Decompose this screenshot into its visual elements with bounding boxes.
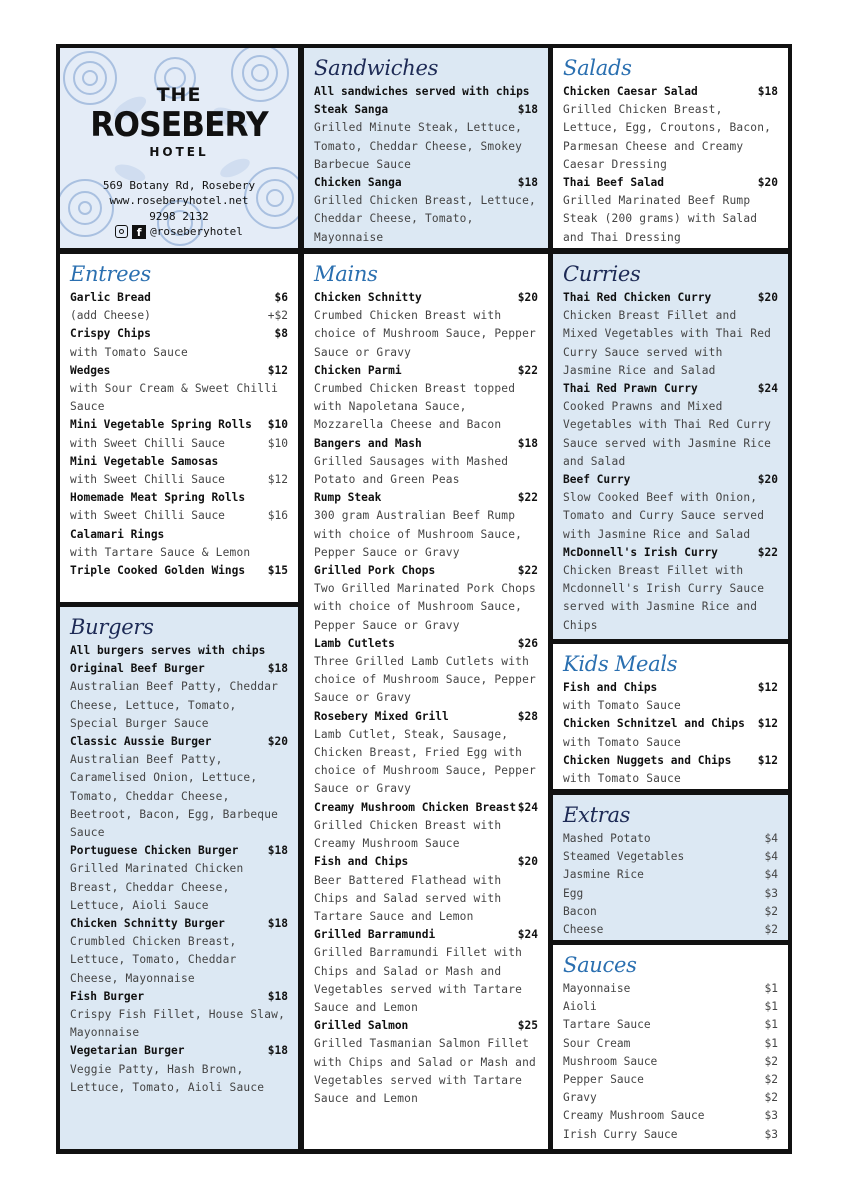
item-name: Beef Curry xyxy=(563,473,631,487)
sauces-item[interactable] xyxy=(563,1053,778,1071)
burgers-section xyxy=(60,607,298,1149)
item-name: Garlic Bread xyxy=(70,291,151,304)
mains-item[interactable] xyxy=(314,708,538,799)
item-price: $4 xyxy=(764,868,778,882)
item-price: $4 xyxy=(764,832,778,845)
item-description: Slow Cooked Beef with Onion, Tomato and Curry Sauce served with Jasmine Rice and Salad xyxy=(563,491,765,541)
item-price: $10 xyxy=(267,436,288,450)
item-price: $1 xyxy=(764,982,778,995)
sauces-item[interactable] xyxy=(563,1035,778,1053)
item-description: Chicken Breast Fillet with Mcdonnell's Irish Curry Sauce served with Jasmine Rice and Chips xyxy=(563,564,765,632)
item-row xyxy=(563,174,778,192)
kids-item[interactable] xyxy=(563,715,778,751)
item-description: Australian Beef Patty, Caramelised Onion, Lettuce, Tomato, Cheddar Cheese, Beetroot, Bacon, Egg, Barbeque Sauce xyxy=(70,753,279,840)
item-row xyxy=(314,289,538,307)
mains-item[interactable] xyxy=(314,489,538,562)
item-name: Calamari Rings xyxy=(70,527,165,541)
item-name: Sour Cream xyxy=(563,1036,631,1050)
item-row xyxy=(314,562,538,580)
item-price: $22 xyxy=(517,363,538,377)
sandwiches-item[interactable] xyxy=(314,174,538,247)
phone: 9298 2132 xyxy=(149,210,209,223)
item-row xyxy=(563,1016,778,1034)
entrees-item[interactable] xyxy=(70,453,288,471)
item-price: $2 xyxy=(764,1073,778,1087)
item-price: $24 xyxy=(517,800,538,814)
item-row xyxy=(563,1053,778,1071)
brand-name: ROSEBERY xyxy=(90,105,268,145)
sauces-section xyxy=(553,945,788,1149)
mains-item[interactable] xyxy=(314,635,538,708)
curries-section xyxy=(553,254,788,639)
entrees-item[interactable] xyxy=(70,435,288,453)
item-price: $18 xyxy=(517,103,538,117)
item-name: Grilled Salmon xyxy=(314,1019,409,1033)
item-price: $18 xyxy=(267,844,288,858)
item-description: with Tomato Sauce xyxy=(563,735,681,749)
item-name: Chicken Schnitty Burger xyxy=(70,917,225,931)
item-row xyxy=(70,307,288,325)
item-name: Homemade Meat Spring Rolls xyxy=(70,491,246,505)
item-name: Bangers and Mash xyxy=(314,436,422,450)
entrees-item[interactable] xyxy=(70,489,288,507)
item-row xyxy=(563,289,778,307)
item-price: $10 xyxy=(267,418,288,432)
item-price: $12 xyxy=(267,363,288,377)
item-row xyxy=(70,325,288,343)
item-price: $18 xyxy=(517,176,538,190)
item-description: Cooked Prawns and Mixed Vegetables with Thai Red Curry Sauce served with Jasmine Rice and Salad xyxy=(563,400,772,468)
curries-item[interactable] xyxy=(563,289,778,380)
item-row xyxy=(70,733,288,751)
sandwiches-item[interactable] xyxy=(314,101,538,174)
item-row xyxy=(563,1107,778,1125)
item-name: Creamy Mushroom Sauce xyxy=(563,1109,705,1123)
item-description: Grilled Sausages with Mashed Potato and Green Peas xyxy=(314,454,509,487)
item-description: 300 gram Australian Beef Rump with choice of Mushroom Sauce, Pepper Sauce or Gravy xyxy=(314,509,523,559)
sauces-item[interactable] xyxy=(563,1107,778,1125)
item-row xyxy=(314,489,538,507)
extras-item[interactable] xyxy=(563,830,778,848)
entrees-item[interactable] xyxy=(70,362,288,417)
item-name: Chicken Schnitty xyxy=(314,291,422,304)
item-price: $3 xyxy=(764,1109,778,1123)
item-description: Crumbled Chicken Breast, Lettuce, Tomato, Cheddar Cheese, Mayonnaise xyxy=(70,935,237,985)
item-row xyxy=(314,435,538,453)
item-name: Fish and Chips xyxy=(563,681,658,694)
item-description: Grilled Marinated Chicken Breast, Cheddar Cheese, Lettuce, Aioli Sauce xyxy=(70,862,244,912)
item-name: Vegetarian Burger xyxy=(70,1044,185,1058)
item-row xyxy=(314,101,538,119)
item-row xyxy=(563,866,778,884)
item-name: Gravy xyxy=(563,1091,597,1105)
item-name: McDonnell's Irish Curry xyxy=(563,545,718,559)
item-name: Fish Burger xyxy=(70,989,145,1003)
sandwiches-title: Sandwiches xyxy=(314,56,439,80)
extras-section xyxy=(553,795,788,940)
item-row xyxy=(70,988,288,1006)
item-price: $18 xyxy=(757,85,778,98)
item-row xyxy=(563,830,778,848)
kids-title: Kids Meals xyxy=(563,652,678,676)
item-name: with Sweet Chilli Sauce xyxy=(70,473,225,487)
item-description: Crumbed Chicken Breast with choice of Mushroom Sauce, Pepper Sauce or Gravy xyxy=(314,309,536,359)
extras-item[interactable] xyxy=(563,866,778,884)
item-name: Chicken Caesar Salad xyxy=(563,85,698,98)
item-description: Grilled Minute Steak, Lettuce, Tomato, Cheddar Cheese, Smokey Barbecue Sauce xyxy=(314,121,523,171)
entrees-item[interactable] xyxy=(70,471,288,489)
item-row xyxy=(563,903,778,921)
item-name: Triple Cooked Golden Wings xyxy=(70,564,246,578)
item-row xyxy=(70,471,288,489)
entrees-section xyxy=(60,254,298,602)
item-row xyxy=(563,471,778,489)
item-name: Steamed Vegetables xyxy=(563,850,685,864)
item-price: $18 xyxy=(267,917,288,931)
extras-title: Extras xyxy=(563,803,631,827)
item-price: $20 xyxy=(757,176,778,190)
item-row xyxy=(563,715,778,733)
brand-the: THE xyxy=(156,84,202,106)
item-row xyxy=(70,362,288,380)
hotel-branding xyxy=(60,48,298,248)
item-price: $2 xyxy=(764,1091,778,1105)
kids-item[interactable] xyxy=(563,752,778,788)
item-price: $22 xyxy=(517,491,538,505)
item-name: Wedges xyxy=(70,363,111,377)
salads-section xyxy=(553,48,788,248)
item-name: Fish and Chips xyxy=(314,855,409,869)
item-price: $4 xyxy=(764,850,778,864)
item-row xyxy=(314,635,538,653)
item-price: $22 xyxy=(757,545,778,559)
item-price: $25 xyxy=(517,1019,538,1033)
item-price: $28 xyxy=(517,709,538,723)
item-name: Mini Vegetable Spring Rolls xyxy=(70,418,252,432)
sandwiches-note: All sandwiches served with chips xyxy=(314,85,530,98)
item-row xyxy=(70,453,288,471)
item-row xyxy=(563,83,778,101)
item-name: Mashed Potato xyxy=(563,832,651,845)
burgers-item[interactable] xyxy=(70,988,288,1043)
item-name: Creamy Mushroom Chicken Breast xyxy=(314,800,517,814)
website-link[interactable]: www.roseberyhotel.net xyxy=(109,194,249,207)
entrees-item[interactable] xyxy=(70,507,288,525)
item-price: $18 xyxy=(517,436,538,450)
mains-item[interactable] xyxy=(314,853,538,926)
item-row xyxy=(314,926,538,944)
item-row xyxy=(563,380,778,398)
item-row xyxy=(314,1017,538,1035)
item-description: Lamb Cutlet, Steak, Sausage, Chicken Breast, Fried Egg with choice of Mushroom Sauce, Pepper Sauce or Gravy xyxy=(314,727,536,796)
item-description: Chicken Breast Fillet and Mixed Vegetables with Thai Red Curry Sauce served with Jasmine Rice and Salad xyxy=(563,309,772,377)
item-row xyxy=(563,544,778,562)
item-description: Two Grilled Marinated Pork Chops with choice of Mushroom Sauce, Pepper Sauce or Gravy xyxy=(314,582,536,632)
salads-title: Salads xyxy=(563,56,632,80)
item-price: $2 xyxy=(764,904,778,918)
item-name: Original Beef Burger xyxy=(70,662,205,676)
sauces-item[interactable] xyxy=(563,1126,778,1144)
item-name: Crispy Chips xyxy=(70,327,151,341)
mains-title: Mains xyxy=(314,262,378,286)
curries-item[interactable] xyxy=(563,471,778,544)
item-name: Grilled Pork Chops xyxy=(314,564,436,578)
item-description: Grilled Chicken Breast with Creamy Mushroom Sauce xyxy=(314,818,502,851)
item-row xyxy=(70,526,288,544)
item-row xyxy=(563,980,778,998)
item-description: Beer Battered Flathead with Chips and Salad served with Tartare Sauce and Lemon xyxy=(314,873,502,923)
item-price: $24 xyxy=(517,928,538,942)
item-name: Tartare Sauce xyxy=(563,1018,651,1032)
curries-title: Curries xyxy=(563,262,641,286)
item-row xyxy=(563,998,778,1016)
item-description: with Tomato Sauce xyxy=(70,345,188,359)
item-description: Crumbed Chicken Breast topped with Napoletana Sauce, Mozzarella Cheese and Bacon xyxy=(314,382,516,432)
salads-item[interactable] xyxy=(563,83,778,174)
item-price: $26 xyxy=(517,636,538,650)
item-price: $1 xyxy=(764,1036,778,1050)
item-name: Mayonnaise xyxy=(563,982,631,995)
item-row xyxy=(314,174,538,192)
item-price: $1 xyxy=(764,1018,778,1032)
mains-item[interactable] xyxy=(314,289,538,362)
item-price: $12 xyxy=(757,717,778,731)
item-price: $20 xyxy=(757,291,778,304)
item-row xyxy=(563,1089,778,1107)
brand-sub: HOTEL xyxy=(149,145,209,159)
item-price: $20 xyxy=(517,855,538,869)
entrees-item[interactable] xyxy=(70,325,288,361)
item-description: with Sour Cream & Sweet Chilli Sauce xyxy=(70,382,279,414)
salads-item[interactable] xyxy=(563,174,778,247)
item-row xyxy=(70,416,288,434)
item-name: Chicken Parmi xyxy=(314,363,402,377)
item-row xyxy=(314,708,538,726)
item-row xyxy=(70,842,288,860)
address: 569 Botany Rd, Rosebery xyxy=(102,179,256,192)
mains-item[interactable] xyxy=(314,562,538,635)
item-row xyxy=(563,679,778,697)
item-name: Steak Sanga xyxy=(314,103,389,117)
item-name: Rosebery Mixed Grill xyxy=(314,709,449,723)
item-row xyxy=(563,848,778,866)
instagram-icon[interactable] xyxy=(115,225,128,238)
sauces-item[interactable] xyxy=(563,1089,778,1107)
burgers-title: Burgers xyxy=(70,615,154,639)
extras-item[interactable] xyxy=(563,848,778,866)
item-name: Lamb Cutlets xyxy=(314,636,395,650)
item-name: Thai Red Prawn Curry xyxy=(563,382,698,396)
item-price: $20 xyxy=(757,473,778,487)
item-description: Crispy Fish Fillet, House Slaw, Mayonnaise xyxy=(70,1008,285,1040)
extras-item[interactable] xyxy=(563,903,778,921)
item-description: with Tartare Sauce & Lemon xyxy=(70,545,251,559)
item-price: $24 xyxy=(757,382,778,396)
entrees-item[interactable] xyxy=(70,562,288,580)
item-description: Grilled Barramundi Fillet with Chips and Salad or Mash and Vegetables served with Tartare Sauce and Lemon xyxy=(314,946,523,1014)
entrees-item[interactable] xyxy=(70,289,288,307)
mains-item[interactable] xyxy=(314,362,538,435)
item-name: Classic Aussie Burger xyxy=(70,735,212,749)
item-name: (add Cheese) xyxy=(70,309,151,323)
item-row xyxy=(563,752,778,770)
item-row xyxy=(70,562,288,580)
item-row xyxy=(70,489,288,507)
item-name: with Sweet Chilli Sauce xyxy=(70,509,225,523)
entrees-title: Entrees xyxy=(70,262,151,286)
item-price: $6 xyxy=(274,291,288,304)
mains-item[interactable] xyxy=(314,435,538,490)
entrees-item[interactable] xyxy=(70,526,288,562)
item-price: $16 xyxy=(267,509,288,523)
item-row xyxy=(70,435,288,453)
item-name: Chicken Sanga xyxy=(314,176,402,190)
item-price: $22 xyxy=(517,564,538,578)
burgers-item[interactable] xyxy=(70,915,288,988)
curries-item[interactable] xyxy=(563,380,778,471)
item-name: Pepper Sauce xyxy=(563,1073,644,1087)
item-row xyxy=(563,1126,778,1144)
item-name: Thai Red Chicken Curry xyxy=(563,291,712,304)
item-name: Jasmine Rice xyxy=(563,868,644,882)
item-price: $18 xyxy=(267,989,288,1003)
item-row xyxy=(70,507,288,525)
item-row xyxy=(70,289,288,307)
item-price: $18 xyxy=(267,1044,288,1058)
sauces-item[interactable] xyxy=(563,1016,778,1034)
sauces-item[interactable] xyxy=(563,1071,778,1089)
item-row xyxy=(563,885,778,903)
item-price: $12 xyxy=(267,473,288,487)
item-name: Portuguese Chicken Burger xyxy=(70,844,239,858)
item-description: Grilled Chicken Breast, Lettuce, Cheddar Cheese, Tomato, Mayonnaise xyxy=(314,194,536,244)
mains-item[interactable] xyxy=(314,799,538,854)
burgers-item[interactable] xyxy=(70,733,288,842)
item-price: $2 xyxy=(764,923,778,937)
item-row xyxy=(563,1035,778,1053)
item-price: $20 xyxy=(517,291,538,304)
mains-item[interactable] xyxy=(314,926,538,1017)
item-description: Grilled Tasmanian Salmon Fillet with Chips and Salad or Mash and Vegetables served with Tartare Sauce and Lemon xyxy=(314,1037,536,1105)
item-description: with Tomato Sauce xyxy=(563,699,681,713)
item-name: Irish Curry Sauce xyxy=(563,1127,678,1141)
item-price: +$2 xyxy=(267,309,288,323)
extras-item[interactable] xyxy=(563,885,778,903)
item-name: Mini Vegetable Samosas xyxy=(70,454,219,468)
entrees-item[interactable] xyxy=(70,416,288,434)
item-price: $3 xyxy=(764,1127,778,1141)
item-description: Three Grilled Lamb Cutlets with choice of Mushroom Sauce, Pepper Sauce or Gravy xyxy=(314,655,536,705)
item-row xyxy=(314,362,538,380)
item-price: $12 xyxy=(757,753,778,767)
social-handle[interactable]: @roseberyhotel xyxy=(150,225,243,238)
item-price: $15 xyxy=(267,564,288,578)
extras-item[interactable] xyxy=(563,921,778,939)
item-name: Cheese xyxy=(563,923,604,937)
burgers-note: All burgers serves with chips xyxy=(70,644,266,657)
social-row xyxy=(60,224,298,239)
item-row xyxy=(70,1042,288,1060)
item-description: Australian Beef Patty, Cheddar Cheese, Lettuce, Tomato, Special Burger Sauce xyxy=(70,680,279,730)
item-name: Chicken Nuggets and Chips xyxy=(563,753,732,767)
item-price: $1 xyxy=(764,1000,778,1014)
burgers-item[interactable] xyxy=(70,1042,288,1097)
burgers-item[interactable] xyxy=(70,660,288,733)
item-name: with Sweet Chilli Sauce xyxy=(70,436,225,450)
item-price: $2 xyxy=(764,1054,778,1068)
item-description: with Tomato Sauce xyxy=(563,772,681,786)
sauces-item[interactable] xyxy=(563,998,778,1016)
item-row xyxy=(563,1071,778,1089)
item-name: Aioli xyxy=(563,1000,597,1014)
item-price: $12 xyxy=(757,681,778,694)
sauces-item[interactable] xyxy=(563,980,778,998)
item-description: Grilled Marinated Beef Rump Steak (200 grams) with Salad and Thai Dressing xyxy=(563,194,758,244)
mains-item[interactable] xyxy=(314,1017,538,1108)
item-name: Mushroom Sauce xyxy=(563,1054,658,1068)
item-name: Grilled Barramundi xyxy=(314,928,436,942)
item-row xyxy=(314,853,538,871)
item-price: $3 xyxy=(764,886,778,900)
burgers-item[interactable] xyxy=(70,842,288,915)
item-price: $8 xyxy=(274,327,288,341)
item-description: Grilled Chicken Breast, Lettuce, Egg, Croutons, Bacon, Parmesan Cheese and Creamy Caesar Dressing xyxy=(563,103,772,171)
entrees-item[interactable] xyxy=(70,307,288,325)
facebook-icon[interactable]: f xyxy=(132,225,146,239)
item-name: Bacon xyxy=(563,904,597,918)
curries-item[interactable] xyxy=(563,544,778,635)
sandwiches-section xyxy=(304,48,548,248)
item-name: Egg xyxy=(563,886,584,900)
kids-item[interactable] xyxy=(563,679,778,715)
sauces-title: Sauces xyxy=(563,953,637,977)
item-name: Chicken Schnitzel and Chips xyxy=(563,717,745,731)
item-row xyxy=(70,915,288,933)
kids-meals-section xyxy=(553,644,788,789)
item-name: Thai Beef Salad xyxy=(563,176,665,190)
item-row xyxy=(563,921,778,939)
item-price: $20 xyxy=(267,735,288,749)
item-description: Veggie Patty, Hash Brown, Lettuce, Tomato, Aioli Sauce xyxy=(70,1062,265,1094)
mains-section xyxy=(304,254,548,1149)
item-price: $18 xyxy=(267,662,288,676)
item-row xyxy=(314,799,538,817)
item-row xyxy=(70,660,288,678)
item-name: Rump Steak xyxy=(314,491,382,505)
